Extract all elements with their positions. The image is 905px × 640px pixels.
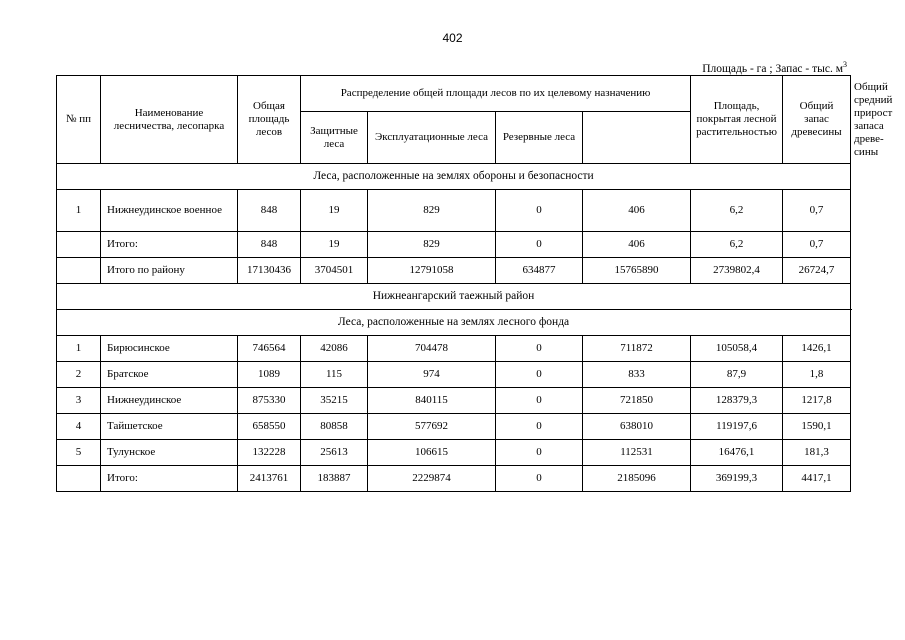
cell-reserve: 0 xyxy=(496,414,583,440)
page-number: 402 xyxy=(442,31,463,45)
units-superscript: 3 xyxy=(843,60,847,69)
table-row xyxy=(57,190,851,232)
cell-stock: 119197,6 xyxy=(691,414,783,440)
table-row xyxy=(57,388,851,414)
cell-reserve: 0 xyxy=(496,190,583,232)
cell-no: 5 xyxy=(57,440,101,466)
table-row xyxy=(57,362,851,388)
cell-reserve: 0 xyxy=(496,362,583,388)
cell-total: 746564 xyxy=(238,336,301,362)
cell-stock: 2739802,4 xyxy=(691,258,783,284)
table-body xyxy=(57,164,851,492)
cell-exploitation: 974 xyxy=(368,362,496,388)
subtotal-row xyxy=(57,466,851,492)
cell-exploitation: 106615 xyxy=(368,440,496,466)
units-caption xyxy=(702,60,847,75)
cell-stock: 369199,3 xyxy=(691,466,783,492)
cell-growth: 4417,1 xyxy=(783,466,851,492)
cell-covered: 2185096 xyxy=(583,466,691,492)
cell-covered: 833 xyxy=(583,362,691,388)
cell-name: Итого по району xyxy=(101,258,238,284)
cell-protective: 3704501 xyxy=(301,258,368,284)
cell-growth: 1426,1 xyxy=(783,336,851,362)
cell-name: Итого: xyxy=(101,232,238,258)
cell-covered: 406 xyxy=(583,190,691,232)
cell-exploitation: 577692 xyxy=(368,414,496,440)
cell-no xyxy=(57,258,101,284)
subtotal-row xyxy=(57,232,851,258)
cell-no: 2 xyxy=(57,362,101,388)
units-text: Площадь - га ; Запас - тыс. м xyxy=(702,62,843,75)
cell-name: Тулунское xyxy=(101,440,238,466)
cell-name: Итого: xyxy=(101,466,238,492)
cell-stock: 128379,3 xyxy=(691,388,783,414)
table-header: № пп Наименование лесничества, лесопарка Общая площадь лесов Распределение общей площади лесов по их целевому назначению Площадь, покрытая лесной растительностью Общий запас древесины Общий средний прирост запаса древе-сины Защитные леса Эксплуатационные леса Резервные леса xyxy=(57,76,851,164)
cell-exploitation: 829 xyxy=(368,232,496,258)
header-no: № пп xyxy=(57,76,101,164)
cell-no xyxy=(57,466,101,492)
cell-protective: 42086 xyxy=(301,336,368,362)
cell-exploitation: 704478 xyxy=(368,336,496,362)
cell-total: 1089 xyxy=(238,362,301,388)
cell-reserve: 0 xyxy=(496,336,583,362)
cell-covered: 711872 xyxy=(583,336,691,362)
cell-covered: 721850 xyxy=(583,388,691,414)
cell-covered: 638010 xyxy=(583,414,691,440)
cell-stock: 6,2 xyxy=(691,232,783,258)
cell-exploitation: 829 xyxy=(368,190,496,232)
header-reserve: Резервные леса xyxy=(496,112,583,164)
header-total-area: Общая площадь лесов xyxy=(238,76,301,164)
cell-no: 1 xyxy=(57,336,101,362)
header-covered-area: Площадь, покрытая лесной растительностью xyxy=(691,76,783,164)
cell-reserve: 0 xyxy=(496,440,583,466)
district-title: Нижнеангарский таежный район xyxy=(57,284,851,310)
cell-growth: 1217,8 xyxy=(783,388,851,414)
cell-name: Бирюсинское xyxy=(101,336,238,362)
cell-protective: 19 xyxy=(301,190,368,232)
section-title-forest-fund: Леса, расположенные на землях лесного фонда xyxy=(57,310,851,336)
table-row xyxy=(57,414,851,440)
header-total-stock: Общий запас древесины xyxy=(783,76,851,164)
cell-protective: 25613 xyxy=(301,440,368,466)
cell-covered: 15765890 xyxy=(583,258,691,284)
table-row xyxy=(57,440,851,466)
cell-total: 848 xyxy=(238,190,301,232)
cell-reserve: 0 xyxy=(496,232,583,258)
cell-protective: 80858 xyxy=(301,414,368,440)
cell-covered: 406 xyxy=(583,232,691,258)
cell-reserve: 0 xyxy=(496,466,583,492)
cell-protective: 19 xyxy=(301,232,368,258)
header-distribution-group: Распределение общей площади лесов по их целевому назначению xyxy=(301,76,691,112)
cell-reserve: 634877 xyxy=(496,258,583,284)
district-total-row xyxy=(57,258,851,284)
cell-reserve: 0 xyxy=(496,388,583,414)
cell-total: 658550 xyxy=(238,414,301,440)
section-title-defense-lands: Леса, расположенные на землях обороны и безопасности xyxy=(57,164,851,190)
cell-name: Нижнеудинское xyxy=(101,388,238,414)
cell-total: 17130436 xyxy=(238,258,301,284)
table-row xyxy=(57,336,851,362)
cell-protective: 35215 xyxy=(301,388,368,414)
cell-stock: 16476,1 xyxy=(691,440,783,466)
header-name: Наименование лесничества, лесопарка xyxy=(101,76,238,164)
cell-covered: 112531 xyxy=(583,440,691,466)
cell-growth: 26724,7 xyxy=(783,258,851,284)
cell-no: 4 xyxy=(57,414,101,440)
cell-total: 875330 xyxy=(238,388,301,414)
cell-stock: 87,9 xyxy=(691,362,783,388)
header-protective: Защитные леса xyxy=(301,112,368,164)
cell-exploitation: 840115 xyxy=(368,388,496,414)
cell-growth: 1,8 xyxy=(783,362,851,388)
header-exploitation: Эксплуатационные леса xyxy=(368,112,496,164)
cell-no: 1 xyxy=(57,190,101,232)
forest-distribution-table xyxy=(56,75,893,492)
cell-exploitation: 2229874 xyxy=(368,466,496,492)
cell-stock: 6,2 xyxy=(691,190,783,232)
cell-protective: 183887 xyxy=(301,466,368,492)
cell-name: Нижнеудинское военное xyxy=(101,190,238,232)
cell-name: Тайшетское xyxy=(101,414,238,440)
cell-total: 848 xyxy=(238,232,301,258)
cell-growth: 1590,1 xyxy=(783,414,851,440)
cell-no xyxy=(57,232,101,258)
cell-no: 3 xyxy=(57,388,101,414)
cell-exploitation: 12791058 xyxy=(368,258,496,284)
cell-growth: 0,7 xyxy=(783,232,851,258)
cell-stock: 105058,4 xyxy=(691,336,783,362)
cell-name: Братское xyxy=(101,362,238,388)
cell-growth: 181,3 xyxy=(783,440,851,466)
cell-growth: 0,7 xyxy=(783,190,851,232)
cell-total: 2413761 xyxy=(238,466,301,492)
cell-protective: 115 xyxy=(301,362,368,388)
cell-total: 132228 xyxy=(238,440,301,466)
